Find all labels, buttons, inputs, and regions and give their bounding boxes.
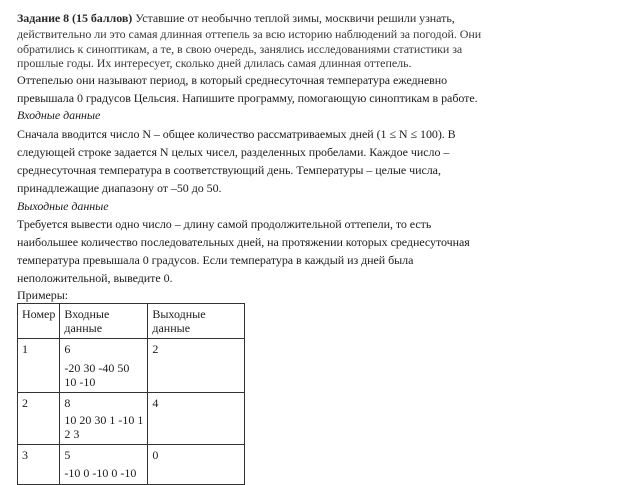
- input-heading: Входные данные: [17, 108, 101, 122]
- column-header-output: Выходные данные: [148, 304, 245, 339]
- table-row: [18, 445, 245, 485]
- row-number: 2: [18, 393, 60, 445]
- row-input: [60, 445, 148, 485]
- row-output: 4: [148, 393, 245, 445]
- examples-heading: Примеры:: [17, 288, 69, 302]
- table-row: [18, 393, 245, 445]
- task-text-line-4: прошлые годы. Их интересует, сколько дней длилась самая длинная оттепель.: [17, 56, 412, 70]
- task-text-line-6: превышала 0 градусов Цельсия. Напишите программу, помогающую синоптикам в работе.: [17, 91, 478, 105]
- column-header-number: Номер: [18, 304, 60, 339]
- row-number: 3: [18, 445, 60, 485]
- table-header-row: [18, 304, 245, 339]
- output-text-line-2: наибольшее количество последовательных дней, на протяжении которых среднесуточная: [17, 235, 470, 249]
- row-input-count: 8: [64, 396, 71, 410]
- row-number: 1: [18, 339, 60, 393]
- input-text-line-3: среднесуточная температура в соответствующий день. Температуры – целые числа,: [17, 163, 441, 177]
- row-input-values: -10 0 -10 0 -10: [64, 466, 137, 480]
- row-input: [60, 339, 148, 393]
- row-input: [60, 393, 148, 445]
- examples-table: [17, 303, 245, 485]
- row-input-count: 6: [64, 342, 71, 356]
- row-output: 2: [148, 339, 245, 393]
- column-header-input: Входные данные: [60, 304, 148, 339]
- task-text-line-3: обратились к синоптикам, а те, в свою очередь, занялись исследованиями статистики за: [17, 42, 463, 56]
- output-text-line-3: температура превышала 0 градусов. Если температура в каждый из дней была: [17, 253, 414, 267]
- task-text-line-5: Оттепелью они называют период, в который среднесуточная температура ежедневно: [17, 73, 448, 87]
- row-output: 0: [148, 445, 245, 485]
- output-heading: Выходные данные: [17, 199, 109, 213]
- input-text-line-1: Сначала вводится число N – общее количество рассматриваемых дней (1 ≤ N ≤ 100). В: [17, 127, 456, 141]
- output-text-line-1: Требуется вывести одно число – длину самой продолжительной оттепели, то есть: [17, 217, 432, 231]
- row-input-count: 5: [64, 448, 71, 462]
- task-title: Задание 8 (15 баллов): [17, 11, 133, 25]
- task-text-line-2: действительно ли это самая длинная оттепель за всю историю наблюдений за погодой. Они: [17, 27, 482, 41]
- output-text-line-4: неположительной, выведите 0.: [17, 271, 173, 285]
- row-input-values: -20 30 -40 50 10 -10: [64, 361, 130, 389]
- input-text-line-4: принадлежащие диапазону от –50 до 50.: [17, 181, 222, 195]
- task-text-line-1: Уставшие от необычно теплой зимы, москвичи решили узнать,: [135, 11, 455, 25]
- input-text-line-2: следующей строке задается N целых чисел, разделенных пробелами. Каждое число –: [17, 145, 450, 159]
- row-input-values: 10 20 30 1 -10 1 2 3: [64, 413, 144, 441]
- task-first-line: [17, 11, 455, 25]
- table-row: [18, 339, 245, 393]
